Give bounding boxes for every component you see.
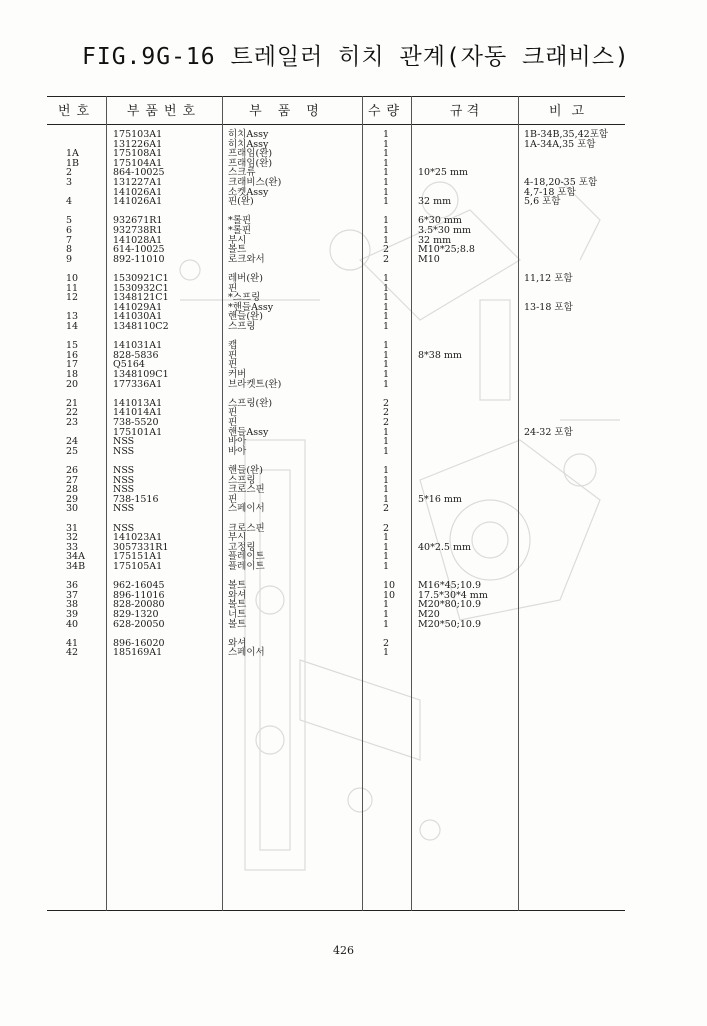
cell-quantity: 1: [383, 148, 390, 160]
cell-quantity: 1: [383, 349, 390, 361]
cell-spec: 10*25 mm: [418, 167, 468, 179]
cell-part-name: 스페이서: [228, 647, 265, 659]
cell-part-name: 바아: [228, 436, 247, 448]
cell-quantity: 1: [383, 311, 390, 323]
column-divider: [362, 96, 363, 911]
cell-quantity: 1: [383, 282, 390, 294]
cell-quantity: 2: [383, 397, 390, 409]
cell-part-number: 141014A1: [113, 407, 163, 419]
cell-quantity: 1: [383, 561, 390, 572]
cell-number: 25: [66, 445, 79, 457]
cell-number: 36: [66, 580, 79, 592]
cell-part-name: 부시: [228, 234, 247, 246]
cell-quantity: 1: [383, 436, 390, 448]
cell-part-number: 175104A1: [113, 157, 163, 169]
figure-title: FIG.9G-16 트레일러 히치 관계(자동 크래비스): [82, 44, 630, 70]
cell-part-number: 962-16045: [113, 580, 165, 592]
cell-number: 1A: [66, 148, 79, 160]
cell-quantity: 1: [383, 129, 390, 140]
cell-spec: M10: [418, 253, 440, 265]
cell-part-number: 1348121C1: [113, 292, 169, 304]
cell-part-number: NSS: [113, 503, 135, 515]
cell-quantity: 2: [383, 253, 390, 265]
cell-part-name: 볼트: [228, 618, 247, 630]
cell-part-name: 핀(완): [228, 196, 254, 208]
cell-number: 21: [66, 397, 79, 409]
cell-quantity: 2: [383, 522, 390, 534]
cell-spec: 32 mm: [418, 234, 452, 246]
cell-part-number: 932671R1: [113, 215, 163, 227]
cell-part-number: 829-1320: [113, 609, 159, 620]
cell-part-number: 141013A1: [113, 397, 163, 409]
cell-part-name: 볼트: [228, 580, 247, 592]
cell-part-number: NSS: [113, 474, 135, 486]
cell-spec: 5*16 mm: [418, 493, 462, 505]
cell-spec: M20: [418, 609, 440, 620]
cell-quantity: 1: [383, 167, 390, 179]
cell-quantity: 1: [383, 225, 390, 236]
cell-number: 8: [66, 244, 73, 256]
cell-part-number: 896-16020: [113, 637, 165, 649]
cell-part-name: 핀: [228, 359, 238, 371]
cell-quantity: 1: [383, 359, 390, 371]
header-spec: 규 격: [449, 104, 480, 119]
cell-number: 12: [66, 292, 79, 304]
cell-number: 15: [66, 340, 79, 352]
cell-part-name: 스프링(완): [228, 397, 273, 409]
cell-quantity: 1: [383, 321, 390, 332]
cell-quantity: 1: [383, 340, 390, 352]
cell-part-name: 캡: [228, 340, 238, 352]
cell-part-name: 브라켓트(완): [228, 378, 282, 390]
cell-quantity: 2: [383, 417, 390, 428]
cell-part-number: 614-10025: [113, 244, 165, 256]
header-part-number: 부품번호: [126, 104, 202, 119]
cell-part-name: 핸들Assy: [228, 426, 269, 438]
cell-spec: 3.5*30 mm: [418, 225, 471, 236]
cell-quantity: 1: [383, 541, 390, 553]
cell-part-number: 141030A1: [113, 311, 163, 323]
cell-part-number: NSS: [113, 522, 135, 534]
cell-number: 9: [66, 253, 73, 265]
cell-remark: 11,12 포함: [524, 273, 573, 284]
cell-quantity: 2: [383, 407, 390, 419]
cell-quantity: 1: [383, 647, 390, 659]
cell-part-number: 896-11016: [113, 589, 165, 601]
cell-quantity: 1: [383, 493, 390, 505]
cell-quantity: 1: [383, 292, 390, 304]
cell-part-number: 177336A1: [113, 378, 163, 390]
cell-number: 32: [66, 532, 79, 544]
cell-part-number: 892-11010: [113, 253, 165, 265]
page-number: 426: [333, 944, 354, 957]
cell-part-name: 부시: [228, 532, 247, 544]
cell-part-name: *롤핀: [228, 225, 252, 236]
cell-quantity: 1: [383, 551, 390, 563]
cell-number: 29: [66, 493, 79, 505]
cell-part-name: 와셔: [228, 589, 247, 601]
cell-part-number: 175101A1: [113, 426, 163, 438]
cell-part-name: 스크류: [228, 167, 256, 179]
cell-number: 22: [66, 407, 79, 419]
cell-part-name: 핀: [228, 282, 238, 294]
cell-quantity: 1: [383, 378, 390, 390]
cell-spec: M10*25;8.8: [418, 244, 475, 256]
cell-part-number: 175105A1: [113, 561, 163, 572]
cell-quantity: 10: [383, 589, 396, 601]
cell-part-number: 175103A1: [113, 129, 163, 140]
cell-spec: 17.5*30*4 mm: [418, 589, 488, 601]
cell-part-name: 플레이트: [228, 551, 265, 563]
cell-part-number: 864-10025: [113, 167, 165, 179]
cell-number: 14: [66, 321, 79, 332]
cell-number: 24: [66, 436, 79, 448]
cell-quantity: 1: [383, 196, 390, 208]
cell-number: 1B: [66, 157, 80, 169]
cell-number: 7: [66, 234, 73, 246]
column-divider: [222, 96, 223, 911]
cell-quantity: 1: [383, 186, 390, 198]
cell-number: 20: [66, 378, 79, 390]
cell-number: 17: [66, 359, 79, 371]
cell-part-name: 커버: [228, 369, 247, 380]
cell-part-number: 141026A1: [113, 196, 163, 208]
cell-number: 16: [66, 349, 79, 361]
cell-part-name: 소켓Assy: [228, 186, 269, 198]
cell-part-name: 스프링: [228, 474, 256, 486]
cell-remark: 5,6 포함: [524, 196, 561, 208]
cell-part-name: 핸들(완): [228, 465, 263, 476]
cell-number: 23: [66, 417, 79, 428]
cell-remark: 1A-34A,35 포함: [524, 138, 596, 150]
cell-spec: 40*2.5 mm: [418, 541, 471, 553]
cell-part-name: 레버(완): [228, 273, 263, 284]
cell-number: 2: [66, 167, 73, 179]
cell-quantity: 1: [383, 369, 390, 380]
cell-part-number: 131226A1: [113, 138, 163, 150]
cell-spec: M16*45;10.9: [418, 580, 482, 592]
cell-part-name: 바아: [228, 445, 247, 457]
cell-part-name: 스페이서: [228, 503, 265, 515]
cell-part-number: 141026A1: [113, 186, 163, 198]
cell-part-number: Q5164: [113, 359, 145, 371]
cell-part-number: 738-5520: [113, 417, 159, 428]
cell-number: 11: [66, 282, 79, 294]
cell-spec: M20*80;10.9: [418, 599, 482, 611]
cell-quantity: 1: [383, 157, 390, 169]
cell-part-name: *롤핀: [228, 215, 252, 227]
cell-part-name: 로크와서: [228, 253, 265, 265]
cell-number: 30: [66, 503, 79, 515]
cell-number: 39: [66, 609, 79, 620]
cell-number: 42: [66, 647, 79, 659]
cell-quantity: 10: [383, 580, 396, 592]
cell-part-number: 175151A1: [113, 551, 163, 563]
cell-number: 5: [66, 215, 73, 227]
cell-part-number: 141031A1: [113, 340, 163, 352]
cell-remark: 24-32 포함: [524, 426, 573, 438]
cell-part-name: 핀: [228, 407, 238, 419]
cell-part-number: 932738R1: [113, 225, 163, 236]
cell-remark: 4-18,20-35 포함: [524, 177, 598, 188]
cell-number: 6: [66, 225, 73, 236]
cell-part-number: 1530932C1: [113, 282, 169, 294]
cell-quantity: 1: [383, 138, 390, 150]
cell-part-number: 141028A1: [113, 234, 163, 246]
cell-quantity: 1: [383, 426, 390, 438]
cell-part-number: NSS: [113, 465, 135, 476]
cell-part-number: 828-5836: [113, 349, 159, 361]
cell-part-number: 141023A1: [113, 532, 163, 544]
cell-remark: 4,7-18 포함: [524, 186, 576, 198]
cell-part-number: 738-1516: [113, 493, 159, 505]
cell-part-name: 고정링: [228, 541, 256, 553]
cell-part-name: 히치Assy: [228, 138, 269, 150]
cell-quantity: 1: [383, 273, 390, 284]
cell-number: 38: [66, 599, 79, 611]
cell-part-name: 플레이트: [228, 561, 265, 572]
table-top-rule: [47, 96, 625, 97]
cell-quantity: 1: [383, 177, 390, 188]
table-bottom-rule: [47, 910, 625, 911]
cell-remark: 1B-34B,35,42포함: [524, 129, 609, 140]
cell-number: 34A: [66, 551, 85, 563]
cell-part-name: 와셔: [228, 637, 247, 649]
cell-part-name: 크로스핀: [228, 484, 265, 496]
cell-quantity: 2: [383, 503, 390, 515]
cell-quantity: 2: [383, 244, 390, 256]
cell-part-name: 프래임(완): [228, 148, 273, 160]
cell-quantity: 2: [383, 637, 390, 649]
cell-part-number: 185169A1: [113, 647, 163, 659]
cell-number: 26: [66, 465, 79, 476]
cell-spec: 32 mm: [418, 196, 452, 208]
cell-spec: M20*50;10.9: [418, 618, 482, 630]
cell-spec: 8*38 mm: [418, 349, 462, 361]
cell-number: 13: [66, 311, 79, 323]
cell-part-name: *스프링: [228, 292, 261, 304]
cell-part-number: 1348109C1: [113, 369, 169, 380]
cell-part-number: 141029A1: [113, 301, 163, 313]
cell-number: 27: [66, 474, 79, 486]
cell-part-name: 볼트: [228, 244, 247, 256]
cell-part-number: 131227A1: [113, 177, 163, 188]
cell-quantity: 1: [383, 474, 390, 486]
cell-quantity: 1: [383, 532, 390, 544]
table-header-rule: [47, 124, 625, 125]
cell-part-name: 핀: [228, 417, 238, 428]
cell-part-number: NSS: [113, 484, 135, 496]
header-number: 번호: [57, 104, 96, 119]
cell-quantity: 1: [383, 618, 390, 630]
column-divider: [518, 96, 519, 911]
cell-part-number: NSS: [113, 436, 135, 448]
cell-quantity: 1: [383, 301, 390, 313]
cell-number: 41: [66, 637, 79, 649]
cell-part-number: 828-20080: [113, 599, 165, 611]
cell-quantity: 1: [383, 609, 390, 620]
cell-quantity: 1: [383, 234, 390, 246]
cell-part-name: 너트: [228, 609, 247, 620]
cell-remark: 13-18 포함: [524, 301, 573, 313]
cell-number: 10: [66, 273, 79, 284]
cell-part-number: 175108A1: [113, 148, 163, 160]
cell-number: 28: [66, 484, 79, 496]
cell-part-name: 핀: [228, 493, 238, 505]
cell-number: 4: [66, 196, 73, 208]
cell-number: 33: [66, 541, 79, 553]
cell-number: 40: [66, 618, 79, 630]
cell-part-name: *핸들Assy: [228, 301, 274, 313]
cell-quantity: 1: [383, 445, 390, 457]
cell-part-name: 스프링: [228, 321, 256, 332]
cell-part-number: 3057331R1: [113, 541, 169, 553]
cell-quantity: 1: [383, 484, 390, 496]
cell-part-name: 핸들(완): [228, 311, 263, 323]
cell-part-number: 1530921C1: [113, 273, 169, 284]
cell-part-name: 볼트: [228, 599, 247, 611]
cell-number: 31: [66, 522, 79, 534]
cell-spec: 6*30 mm: [418, 215, 462, 227]
cell-part-name: 핀: [228, 349, 238, 361]
cell-part-name: 히치Assy: [228, 129, 269, 140]
cell-quantity: 1: [383, 215, 390, 227]
column-divider: [106, 96, 107, 911]
cell-number: 18: [66, 369, 79, 380]
cell-quantity: 1: [383, 599, 390, 611]
cell-part-number: 1348110C2: [113, 321, 169, 332]
header-remark: 비고: [548, 104, 595, 119]
cell-quantity: 1: [383, 465, 390, 476]
cell-number: 37: [66, 589, 79, 601]
cell-part-name: 크로스핀: [228, 522, 265, 534]
cell-number: 3: [66, 177, 73, 188]
column-divider: [411, 96, 412, 911]
header-quantity: 수량: [367, 104, 406, 119]
cell-part-number: 628-20050: [113, 618, 165, 630]
cell-number: 34B: [66, 561, 86, 572]
cell-part-name: 프래임(완): [228, 157, 273, 169]
header-part-name: 부품명: [249, 104, 335, 119]
cell-part-number: NSS: [113, 445, 135, 457]
cell-part-name: 크래비스(완): [228, 177, 282, 188]
